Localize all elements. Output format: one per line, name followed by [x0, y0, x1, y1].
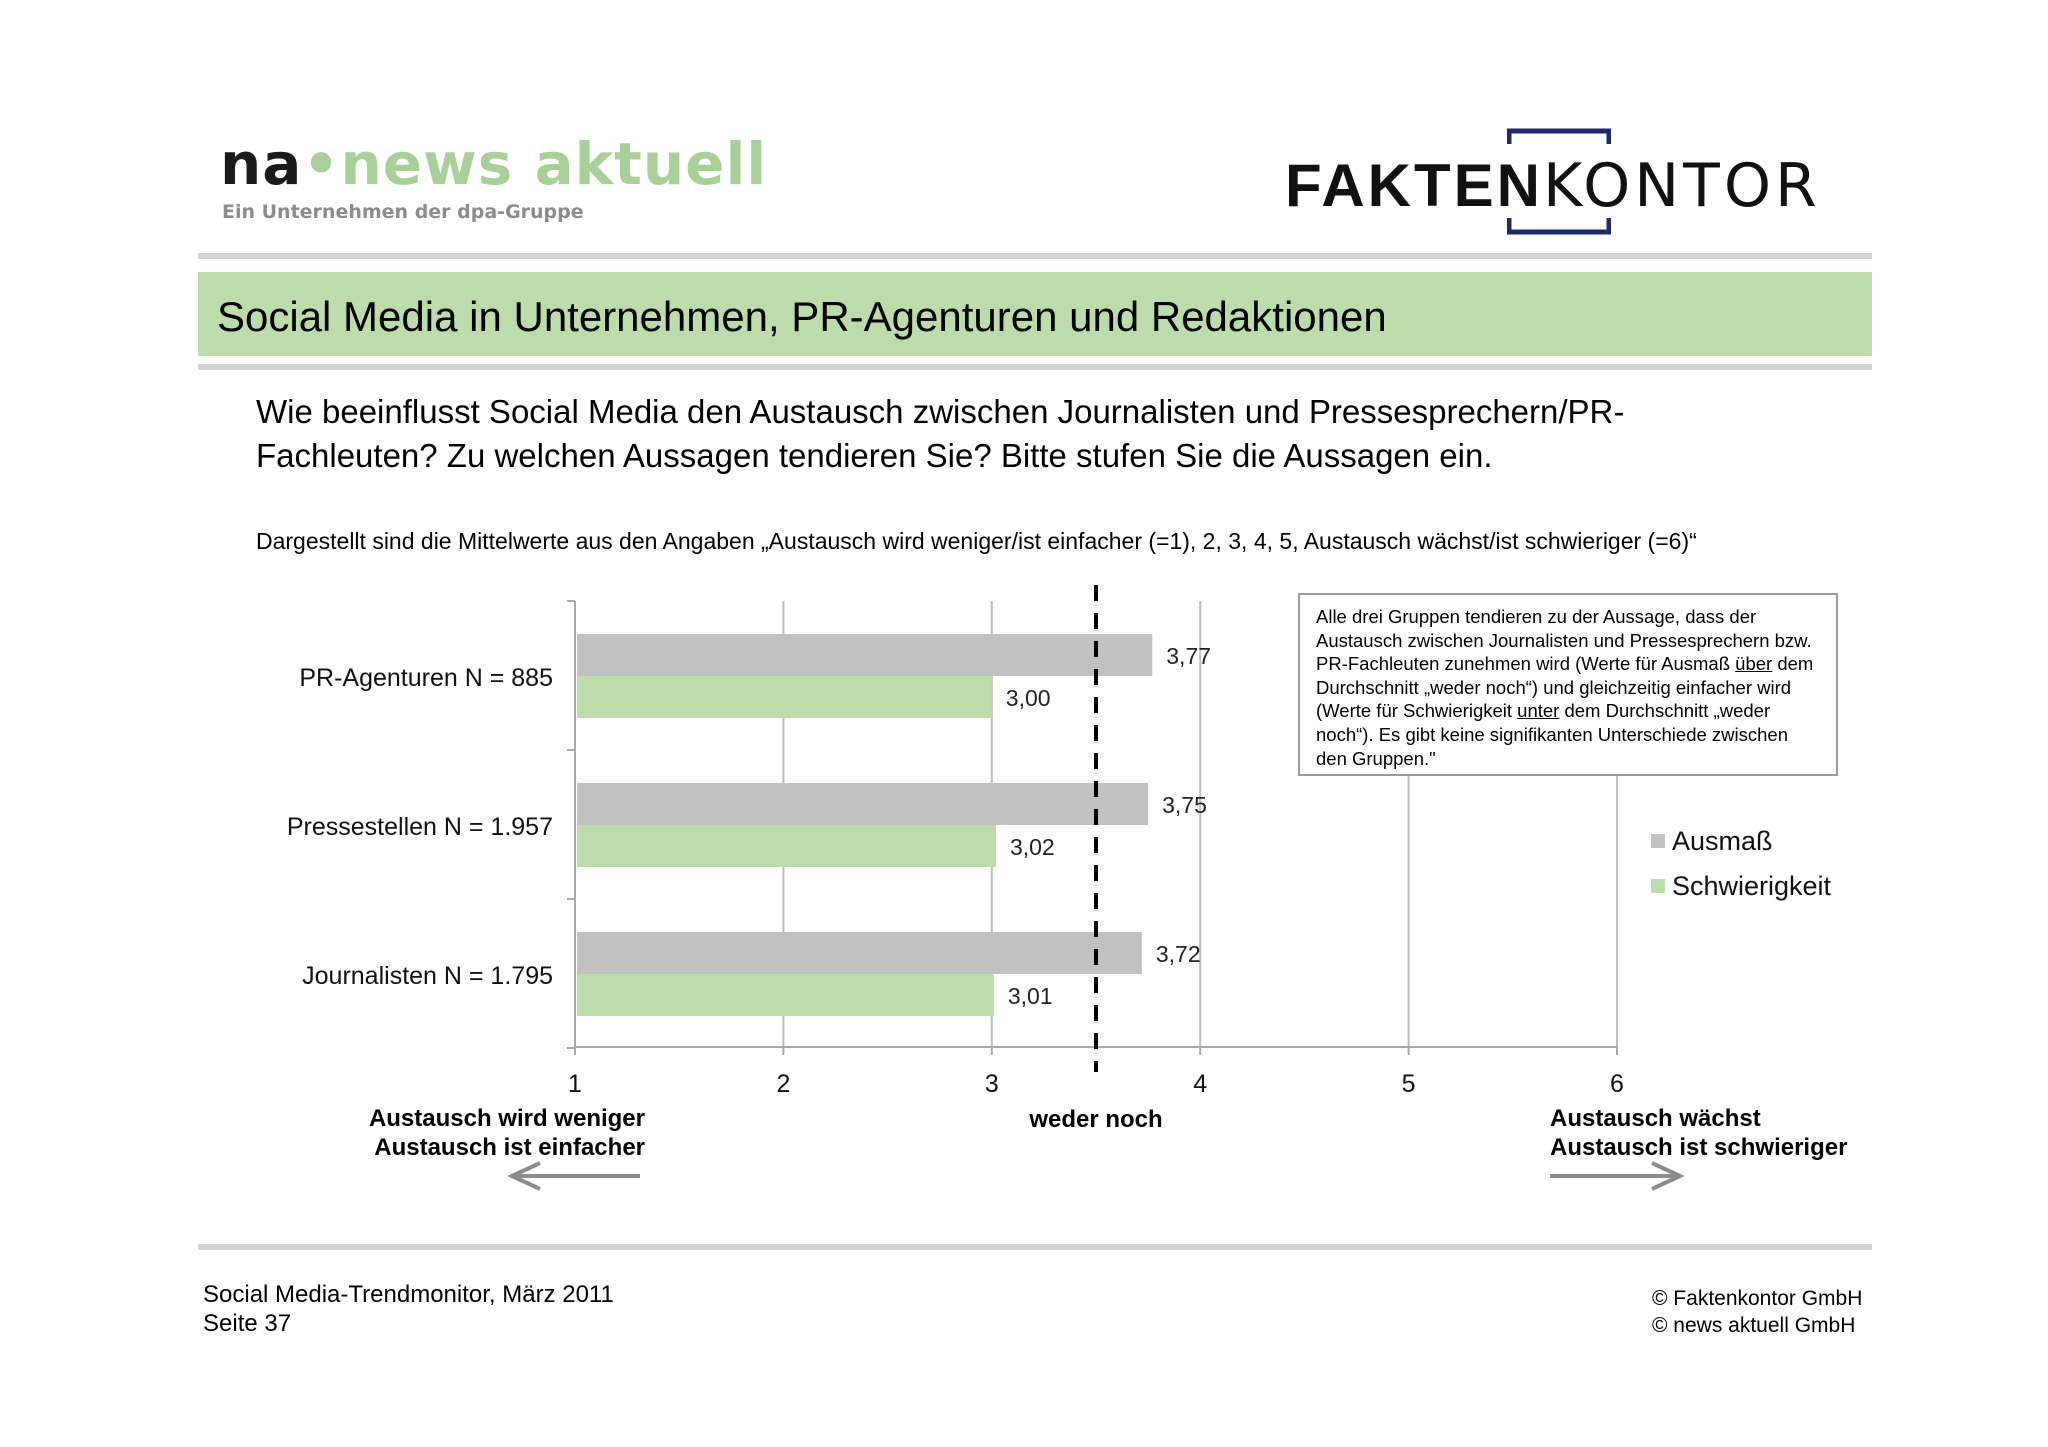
right-arrowhead-icon — [1652, 1163, 1680, 1189]
x-tick-label: 1 — [568, 1070, 582, 1098]
copyright-faktenkontor: © Faktenkontor GmbH — [1652, 1287, 1863, 1310]
faktenkontor-logo — [1285, 128, 1845, 240]
left-end-label: Austausch ist einfacher — [374, 1134, 645, 1161]
annotation-emphasis-1: über — [1735, 653, 1773, 675]
left-end-label: Austausch wird weniger — [368, 1105, 645, 1132]
right-end-label: Austausch wächst — [1550, 1105, 1761, 1132]
left-arrowhead-icon — [512, 1163, 540, 1189]
x-tick-label: 6 — [1610, 1070, 1624, 1098]
footer-divider — [198, 1244, 1872, 1250]
news-aktuell-tagline: Ein Unternehmen der dpa-Gruppe — [222, 201, 584, 223]
annotation-emphasis-2: unter — [1517, 700, 1560, 722]
bar-value-label: 3,00 — [1005, 685, 1051, 711]
reference-line-label: weder noch — [1029, 1106, 1163, 1133]
header-divider — [198, 253, 1872, 259]
footer-report-title: Social Media-Trendmonitor, März 2011 — [203, 1281, 614, 1308]
bar-ausmass — [577, 783, 1148, 825]
category-label: PR-Agenturen N = 885 — [299, 664, 553, 692]
survey-question: Wie beeinflusst Social Media den Austausch zwischen Journalisten und Pressesprechern/PR-Fachleuten? Zu welchen Aussagen tendieren Sie? Bitte stufen Sie die Aussagen ein. — [256, 393, 1625, 474]
news-aktuell-logo — [220, 130, 768, 235]
faktenkontor-wordmark: FAKTENKONTOR — [1285, 151, 1821, 221]
bar-schwierigkeit — [577, 825, 996, 867]
bar-value-label: 3,75 — [1162, 792, 1207, 818]
x-tick-label: 3 — [984, 1070, 999, 1098]
bar-value-label: 3,02 — [1009, 834, 1055, 860]
legend-label: Ausmaß — [1672, 826, 1773, 856]
x-tick-label: 5 — [1401, 1070, 1416, 1098]
bar-value-label: 3,77 — [1166, 643, 1212, 669]
category-label: Pressestellen N = 1.957 — [286, 813, 553, 841]
right-end-label: Austausch ist schwieriger — [1550, 1134, 1848, 1161]
legend-swatch — [1651, 879, 1665, 893]
annotation-text-2: dem Durchschnitt „weder noch“) und gleichzeitig einfacher wird (Werte für Schwierigkeit — [1316, 653, 1814, 722]
annotation-text-1: Alle drei Gruppen tendieren zu der Aussage, dass der Austausch zwischen Journalisten und Pressesprechern bzw. PR-Fachleuten zunehmen wird (Werte für Ausmaß — [1316, 606, 1812, 675]
chart-subtitle: Dargestellt sind die Mittelwerte aus den Angaben „Austausch wird weniger/ist einfacher (=1), 2, 3, 4, 5, Austausch wächst/ist schwieriger (=6)“ — [256, 528, 1697, 554]
x-tick-label: 2 — [776, 1070, 791, 1098]
bar-schwierigkeit — [577, 676, 992, 718]
legend-swatch — [1651, 834, 1665, 848]
bar-schwierigkeit — [577, 974, 994, 1016]
bar-value-label: 3,72 — [1155, 941, 1201, 967]
title-divider — [198, 364, 1872, 370]
footer-copyright — [1652, 1285, 1862, 1339]
news-aktuell-wordmark: na•news aktuell — [220, 130, 768, 198]
bar-ausmass — [577, 634, 1152, 676]
category-label: Journalisten N = 1.795 — [302, 962, 553, 990]
copyright-news-aktuell: © news aktuell GmbH — [1652, 1314, 1856, 1337]
bar-value-label: 3,01 — [1007, 983, 1053, 1009]
page-title: Social Media in Unternehmen, PR-Agenturen und Redaktionen — [217, 293, 1387, 340]
annotation-box — [1298, 593, 1838, 776]
annotation-text-3: dem Durchschnitt „weder noch“). Es gibt keine signifikanten Unterschiede zwischen den Gruppen." — [1316, 700, 1788, 769]
legend-label: Schwierigkeit — [1672, 871, 1832, 901]
footer-page-number: Seite 37 — [203, 1310, 292, 1337]
x-tick-label: 4 — [1193, 1070, 1208, 1098]
footer-source — [203, 1280, 614, 1338]
bar-ausmass — [577, 932, 1142, 974]
